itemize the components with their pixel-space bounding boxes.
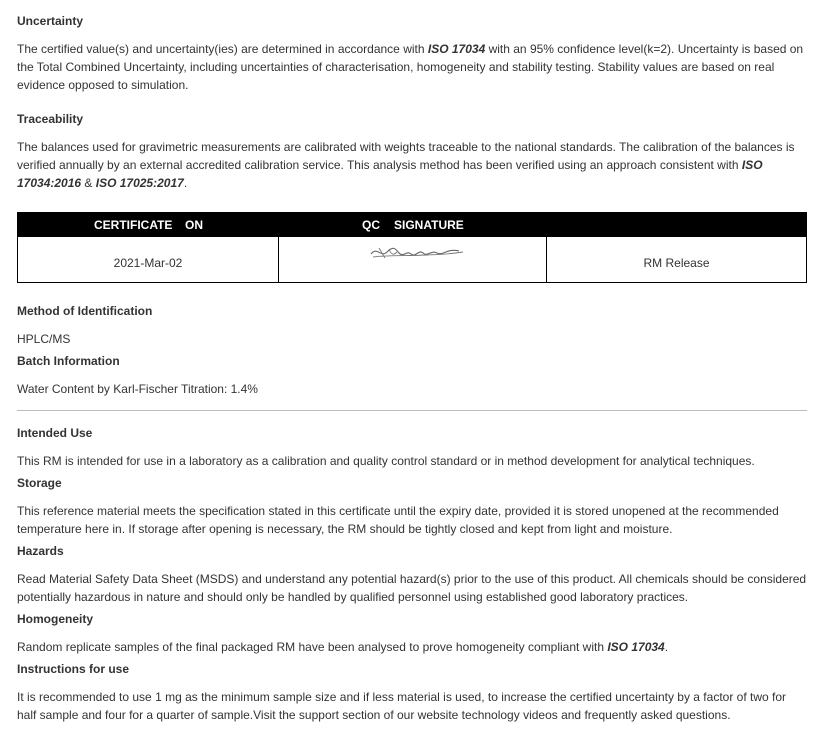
method-identification-heading: Method of Identification <box>17 304 153 318</box>
traceability-text-a: The balances used for gravimetric measurements are calibrated with weights traceable to the national standards. The calibration of the balances is verified annually by an external accredited calibration service. This analysis method has been verified using an approach consistent with <box>17 140 795 172</box>
uncertainty-text <box>17 40 807 94</box>
instructions-text: It is recommended to use 1 mg as the minimum sample size and if less material is used, to increase the certified uncertainty by a factor of two for half sample and four for a quarter of sample.Visit the support section of our website technology videos and frequently asked questions. <box>17 690 787 722</box>
certificate-table-header <box>18 213 806 237</box>
batch-information-value: Water Content by Karl-Fischer Titration: 1.4% <box>17 382 258 396</box>
method-identification-value: HPLC/MS <box>17 332 71 346</box>
certificate-date: 2021-Mar-02 <box>18 237 279 282</box>
uncertainty-iso: ISO 17034 <box>427 42 486 56</box>
traceability-text-b: & <box>81 176 96 190</box>
uncertainty-text-a: The certified value(s) and uncertainty(ies) are determined in accordance with <box>17 42 428 56</box>
homogeneity-iso: ISO 17034 <box>607 640 665 654</box>
header-certificate: CERTIFICATE <box>94 218 173 232</box>
uncertainty-text-b: with an 95% confidence level(k=2). Uncertainty is based on the Total Combined Uncertainty, including uncertainties of characterisation, homogeneity and stability testing. Stability values are based on real evidence opposed to simulation. <box>17 42 804 92</box>
intended-use-heading: Intended Use <box>17 426 93 440</box>
certificate-table <box>17 212 807 283</box>
traceability-text-c: . <box>183 176 188 190</box>
qc-signature-cell <box>279 237 547 282</box>
signature-image <box>367 242 467 262</box>
certificate-table-row <box>18 237 806 282</box>
traceability-text <box>17 138 807 192</box>
hazards-text: Read Material Safety Data Sheet (MSDS) and understand any potential hazard(s) prior to the use of this product. All chemicals should be considered potentially hazardous in nature and should only be handled by qualified personnel using established good laboratory practices. <box>17 572 807 604</box>
section-divider <box>17 410 807 411</box>
traceability-iso-a: ISO 17034:2016 <box>17 158 763 190</box>
intended-use-text: This RM is intended for use in a laboratory as a calibration and quality control standard or in method development for analytical techniques. <box>17 454 755 468</box>
header-signature: SIGNATURE <box>394 218 464 232</box>
traceability-iso-b: ISO 17025:2017 <box>95 176 184 190</box>
uncertainty-heading: Uncertainty <box>17 14 84 28</box>
batch-information-heading: Batch Information <box>17 354 120 368</box>
certificate-release: RM Release <box>643 256 710 270</box>
traceability-heading: Traceability <box>17 112 84 126</box>
homogeneity-text <box>17 638 807 656</box>
hazards-heading: Hazards <box>17 544 64 558</box>
homogeneity-text-a: Random replicate samples of the final packaged RM have been analysed to prove homogeneity compliant with <box>17 640 608 654</box>
storage-heading: Storage <box>17 476 62 490</box>
homogeneity-heading: Homogeneity <box>17 612 94 626</box>
header-on: ON <box>185 218 203 232</box>
storage-text: This reference material meets the specification stated in this certificate until the expiry date, provided it is stored unopened at the recommended temperature here in. If storage after opening is necessary, the RM should be tightly closed and kept from light and moisture. <box>17 504 779 536</box>
header-qc: QC <box>362 218 380 232</box>
instructions-heading: Instructions for use <box>17 662 130 676</box>
homogeneity-text-b: . <box>664 640 669 654</box>
